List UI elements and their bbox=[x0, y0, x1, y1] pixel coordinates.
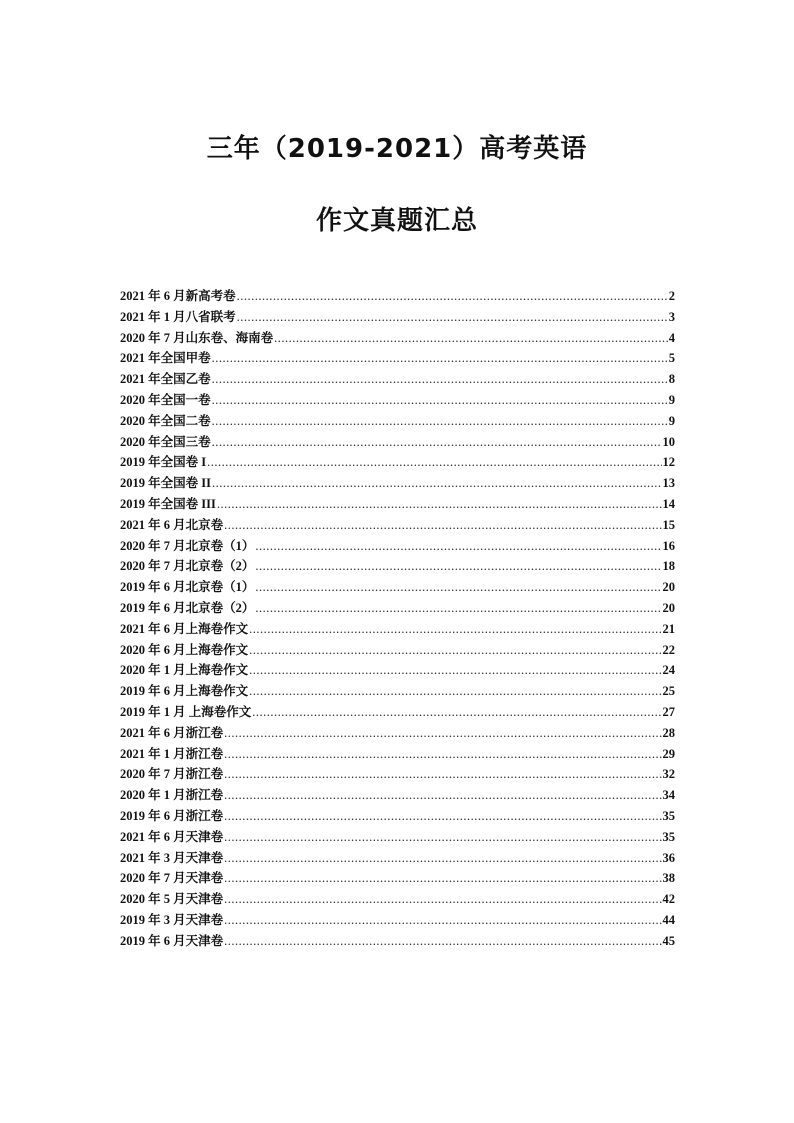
toc-entry-title: 2021 年 6 月天津卷 bbox=[120, 829, 224, 844]
toc-entry[interactable] bbox=[120, 390, 675, 411]
toc-entry[interactable] bbox=[120, 931, 675, 952]
toc-entry-page-number: 15 bbox=[662, 517, 675, 532]
toc-entry[interactable] bbox=[120, 348, 675, 369]
toc-entry[interactable] bbox=[120, 910, 675, 931]
toc-entry-title: 2019 年全国卷 III bbox=[120, 496, 216, 511]
toc-entry[interactable] bbox=[120, 827, 675, 848]
toc-dot-leader bbox=[224, 744, 661, 765]
toc-entry-title: 2019 年 3 月天津卷 bbox=[120, 912, 224, 927]
toc-entry-page-number: 8 bbox=[668, 372, 675, 387]
toc-entry-page-number: 20 bbox=[662, 580, 675, 595]
toc-entry-page-number: 13 bbox=[662, 476, 675, 491]
toc-entry-page-number: 32 bbox=[662, 767, 675, 782]
toc-dot-leader bbox=[224, 931, 661, 952]
toc-entry-page-number: 27 bbox=[662, 704, 675, 719]
toc-dot-leader bbox=[224, 515, 661, 536]
toc-entry-page-number: 9 bbox=[668, 413, 675, 428]
toc-dot-leader bbox=[212, 411, 668, 432]
toc-entry[interactable] bbox=[120, 868, 675, 889]
toc-entry-title: 2019 年 6 月浙江卷 bbox=[120, 808, 224, 823]
toc-entry-title: 2020 年 6 月上海卷作文 bbox=[120, 642, 249, 657]
toc-dot-leader bbox=[207, 452, 661, 473]
toc-entry[interactable] bbox=[120, 660, 675, 681]
toc-entry-title: 2021 年 6 月浙江卷 bbox=[120, 725, 224, 740]
toc-entry-title: 2021 年 6 月上海卷作文 bbox=[120, 621, 249, 636]
document-subtitle: 作文真题汇总 bbox=[315, 206, 478, 236]
toc-entry-page-number: 12 bbox=[662, 455, 675, 470]
toc-entry-title: 2020 年 1 月浙江卷 bbox=[120, 788, 224, 803]
toc-entry[interactable] bbox=[120, 723, 675, 744]
toc-entry[interactable] bbox=[120, 452, 675, 473]
document-title: 三年（2019-2021）高考英语 bbox=[206, 134, 588, 164]
toc-entry-title: 2019 年 6 月天津卷 bbox=[120, 933, 224, 948]
toc-dot-leader bbox=[212, 432, 662, 453]
toc-dot-leader bbox=[217, 494, 662, 515]
toc-entry-page-number: 21 bbox=[662, 621, 675, 636]
toc-entry-title: 2020 年全国三卷 bbox=[120, 434, 211, 449]
toc-entry-title: 2021 年 6 月新高考卷 bbox=[120, 289, 236, 303]
toc-entry-title: 2019 年全国卷 I bbox=[120, 455, 207, 470]
toc-dot-leader bbox=[255, 598, 661, 619]
toc-entry-page-number: 22 bbox=[662, 642, 675, 657]
toc-dot-leader bbox=[224, 910, 661, 931]
toc-entry[interactable] bbox=[120, 369, 675, 390]
toc-dot-leader bbox=[212, 473, 662, 494]
toc-entry-page-number: 10 bbox=[662, 434, 675, 449]
toc-entry-title: 2021 年 1 月浙江卷 bbox=[120, 746, 224, 761]
toc-entry-page-number: 45 bbox=[662, 933, 675, 948]
toc-entry[interactable] bbox=[120, 764, 675, 785]
toc-entry[interactable] bbox=[120, 619, 675, 640]
toc-entry[interactable] bbox=[120, 411, 675, 432]
toc-dot-leader bbox=[255, 536, 661, 557]
toc-entry-page-number: 28 bbox=[662, 725, 675, 740]
toc-dot-leader bbox=[212, 369, 668, 390]
toc-entry[interactable] bbox=[120, 640, 675, 661]
toc-entry[interactable] bbox=[120, 806, 675, 827]
toc-entry[interactable] bbox=[120, 848, 675, 869]
toc-entry-page-number: 36 bbox=[662, 850, 675, 865]
toc-entry[interactable] bbox=[120, 598, 675, 619]
toc-entry[interactable] bbox=[120, 577, 675, 598]
toc-entry-page-number: 42 bbox=[662, 892, 675, 907]
toc-entry[interactable] bbox=[120, 515, 675, 536]
toc-entry-title: 2021 年 1 月八省联考 bbox=[120, 309, 236, 324]
toc-entry-page-number: 29 bbox=[662, 746, 675, 761]
toc-dot-leader bbox=[249, 640, 661, 661]
toc-entry-title: 2019 年 6 月北京卷（1） bbox=[120, 580, 255, 595]
toc-entry[interactable] bbox=[120, 286, 675, 307]
toc-entry-title: 2020 年 1 月上海卷作文 bbox=[120, 663, 249, 678]
toc-entry-title: 2021 年 6 月北京卷 bbox=[120, 517, 224, 532]
toc-dot-leader bbox=[224, 868, 661, 889]
toc-dot-leader bbox=[212, 348, 668, 369]
toc-entry-title: 2020 年 7 月山东卷、海南卷 bbox=[120, 330, 274, 345]
toc-dot-leader bbox=[224, 827, 661, 848]
toc-dot-leader bbox=[274, 328, 668, 349]
toc-entry-page-number: 34 bbox=[662, 788, 675, 803]
toc-entry[interactable] bbox=[120, 432, 675, 453]
toc-dot-leader bbox=[224, 785, 661, 806]
toc-entry[interactable] bbox=[120, 556, 675, 577]
toc-entry[interactable] bbox=[120, 785, 675, 806]
toc-entry-title: 2019 年全国卷 II bbox=[120, 476, 211, 491]
toc-dot-leader bbox=[224, 723, 661, 744]
toc-entry-page-number: 2 bbox=[668, 289, 675, 303]
toc-entry-title: 2020 年 7 月北京卷（2） bbox=[120, 559, 255, 574]
toc-dot-leader bbox=[255, 556, 661, 577]
toc-entry-page-number: 4 bbox=[668, 330, 675, 345]
toc-entry[interactable] bbox=[120, 494, 675, 515]
toc-dot-leader bbox=[224, 764, 661, 785]
toc-dot-leader bbox=[237, 286, 668, 307]
table-of-contents bbox=[120, 286, 675, 952]
toc-entry-title: 2020 年 7 月北京卷（1） bbox=[120, 538, 255, 553]
toc-entry[interactable] bbox=[120, 889, 675, 910]
toc-dot-leader bbox=[224, 848, 661, 869]
toc-dot-leader bbox=[252, 702, 661, 723]
toc-entry-title: 2021 年全国甲卷 bbox=[120, 351, 211, 366]
toc-entry-page-number: 3 bbox=[668, 309, 675, 324]
toc-entry-page-number: 14 bbox=[662, 496, 675, 511]
toc-entry-title: 2019 年 6 月上海卷作文 bbox=[120, 684, 249, 699]
toc-entry-title: 2021 年全国乙卷 bbox=[120, 372, 211, 387]
toc-entry-page-number: 20 bbox=[662, 600, 675, 615]
toc-entry-title: 2020 年全国一卷 bbox=[120, 392, 211, 407]
toc-dot-leader bbox=[255, 577, 661, 598]
toc-entry[interactable] bbox=[120, 473, 675, 494]
toc-entry[interactable] bbox=[120, 328, 675, 349]
toc-entry-page-number: 38 bbox=[662, 871, 675, 886]
toc-dot-leader bbox=[237, 307, 668, 328]
toc-entry-title: 2021 年 3 月天津卷 bbox=[120, 850, 224, 865]
toc-entry-page-number: 24 bbox=[662, 663, 675, 678]
toc-entry-page-number: 44 bbox=[662, 912, 675, 927]
toc-dot-leader bbox=[249, 660, 661, 681]
toc-entry-title: 2020 年 7 月浙江卷 bbox=[120, 767, 224, 782]
toc-dot-leader bbox=[224, 806, 661, 827]
toc-entry-page-number: 9 bbox=[668, 392, 675, 407]
toc-entry-page-number: 35 bbox=[662, 829, 675, 844]
toc-entry-page-number: 18 bbox=[662, 559, 675, 574]
toc-dot-leader bbox=[224, 889, 661, 910]
toc-entry-page-number: 16 bbox=[662, 538, 675, 553]
toc-dot-leader bbox=[249, 681, 661, 702]
toc-entry-title: 2019 年 1 月 上海卷作文 bbox=[120, 704, 252, 719]
toc-entry-page-number: 35 bbox=[662, 808, 675, 823]
toc-dot-leader bbox=[212, 390, 668, 411]
toc-entry[interactable] bbox=[120, 744, 675, 765]
toc-entry[interactable] bbox=[120, 307, 675, 328]
toc-dot-leader bbox=[249, 619, 661, 640]
toc-entry-title: 2020 年 7 月天津卷 bbox=[120, 871, 224, 886]
toc-entry[interactable] bbox=[120, 536, 675, 557]
toc-entry-page-number: 25 bbox=[662, 684, 675, 699]
toc-entry-title: 2019 年 6 月北京卷（2） bbox=[120, 600, 255, 615]
toc-entry-title: 2020 年全国二卷 bbox=[120, 413, 211, 428]
toc-entry[interactable] bbox=[120, 702, 675, 723]
toc-entry-title: 2020 年 5 月天津卷 bbox=[120, 892, 224, 907]
toc-entry[interactable] bbox=[120, 681, 675, 702]
toc-entry-page-number: 5 bbox=[668, 351, 675, 366]
